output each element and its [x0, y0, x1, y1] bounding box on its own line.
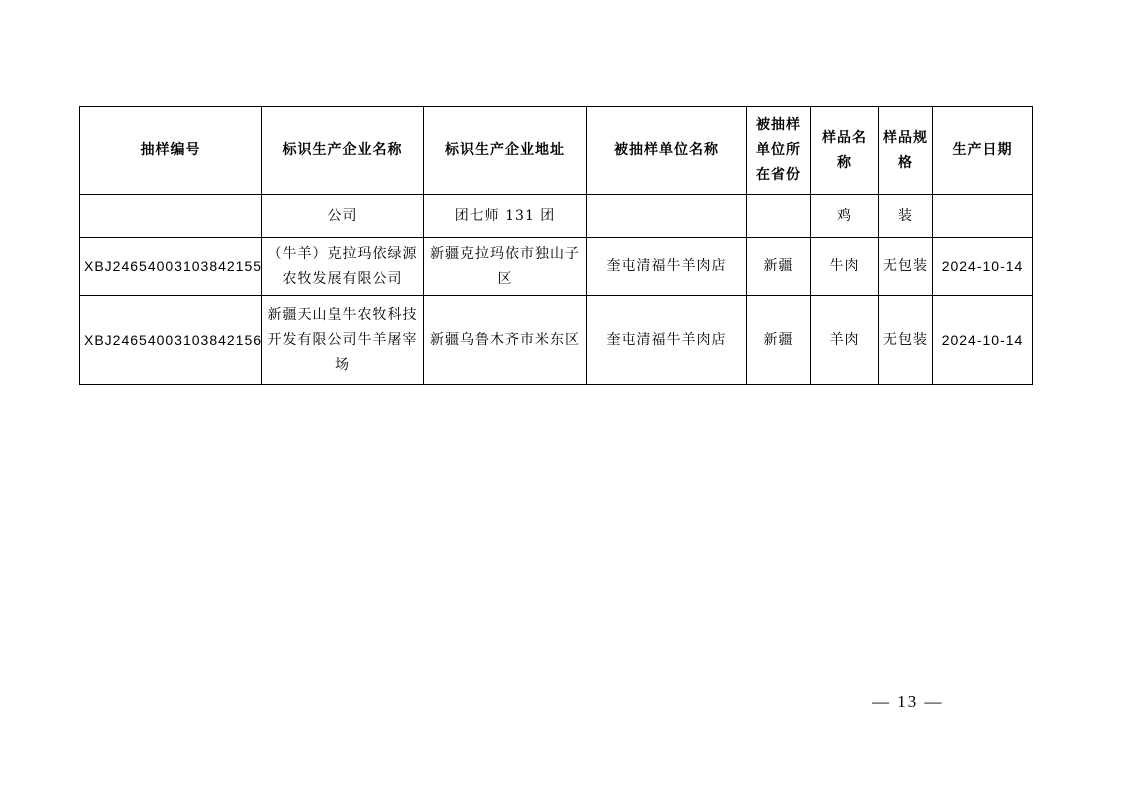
cell-manufacturer-address: 新疆乌鲁木齐市米东区	[424, 296, 587, 385]
header-sample-spec: 样品规格	[879, 107, 933, 195]
cell-manufacturer-name: 新疆天山皇牛农牧科技开发有限公司牛羊屠宰场	[262, 296, 424, 385]
table-row	[80, 238, 1033, 296]
cell-sample-name: 羊肉	[811, 296, 879, 385]
cell-sample-spec: 无包装	[879, 296, 933, 385]
cell-sampled-unit: 奎屯清福牛羊肉店	[587, 238, 747, 296]
cell-manufacturer-address: 团七师 131 团	[424, 195, 587, 238]
cell-production-date	[933, 195, 1033, 238]
cell-sample-spec: 无包装	[879, 238, 933, 296]
cell-sample-name: 牛肉	[811, 238, 879, 296]
header-sample-name: 样品名称	[811, 107, 879, 195]
cell-province: 新疆	[747, 296, 811, 385]
table-row	[80, 296, 1033, 385]
cell-manufacturer-address: 新疆克拉玛依市独山子区	[424, 238, 587, 296]
cell-sampled-unit: 奎屯清福牛羊肉店	[587, 296, 747, 385]
header-sample-id: 抽样编号	[80, 107, 262, 195]
cell-sample-spec: 装	[879, 195, 933, 238]
cell-sample-id	[80, 195, 262, 238]
cell-manufacturer-name: 公司	[262, 195, 424, 238]
page-number: — 13 —	[872, 692, 944, 711]
cell-province: 新疆	[747, 238, 811, 296]
table-row	[80, 195, 1033, 238]
cell-sampled-unit	[587, 195, 747, 238]
cell-manufacturer-name: （牛羊）克拉玛依绿源农牧发展有限公司	[262, 238, 424, 296]
header-sampled-unit: 被抽样单位名称	[587, 107, 747, 195]
header-manufacturer-name: 标识生产企业名称	[262, 107, 424, 195]
cell-sample-id: XBJ24654003103842155	[80, 238, 262, 296]
table-header-row	[80, 107, 1033, 195]
cell-production-date: 2024-10-14	[933, 238, 1033, 296]
cell-production-date: 2024-10-14	[933, 296, 1033, 385]
cell-province	[747, 195, 811, 238]
cell-sample-name: 鸡	[811, 195, 879, 238]
header-manufacturer-address: 标识生产企业地址	[424, 107, 587, 195]
cell-sample-id: XBJ24654003103842156	[80, 296, 262, 385]
header-production-date: 生产日期	[933, 107, 1033, 195]
header-province: 被抽样单位所在省份	[747, 107, 811, 195]
sampling-table	[79, 106, 1033, 385]
